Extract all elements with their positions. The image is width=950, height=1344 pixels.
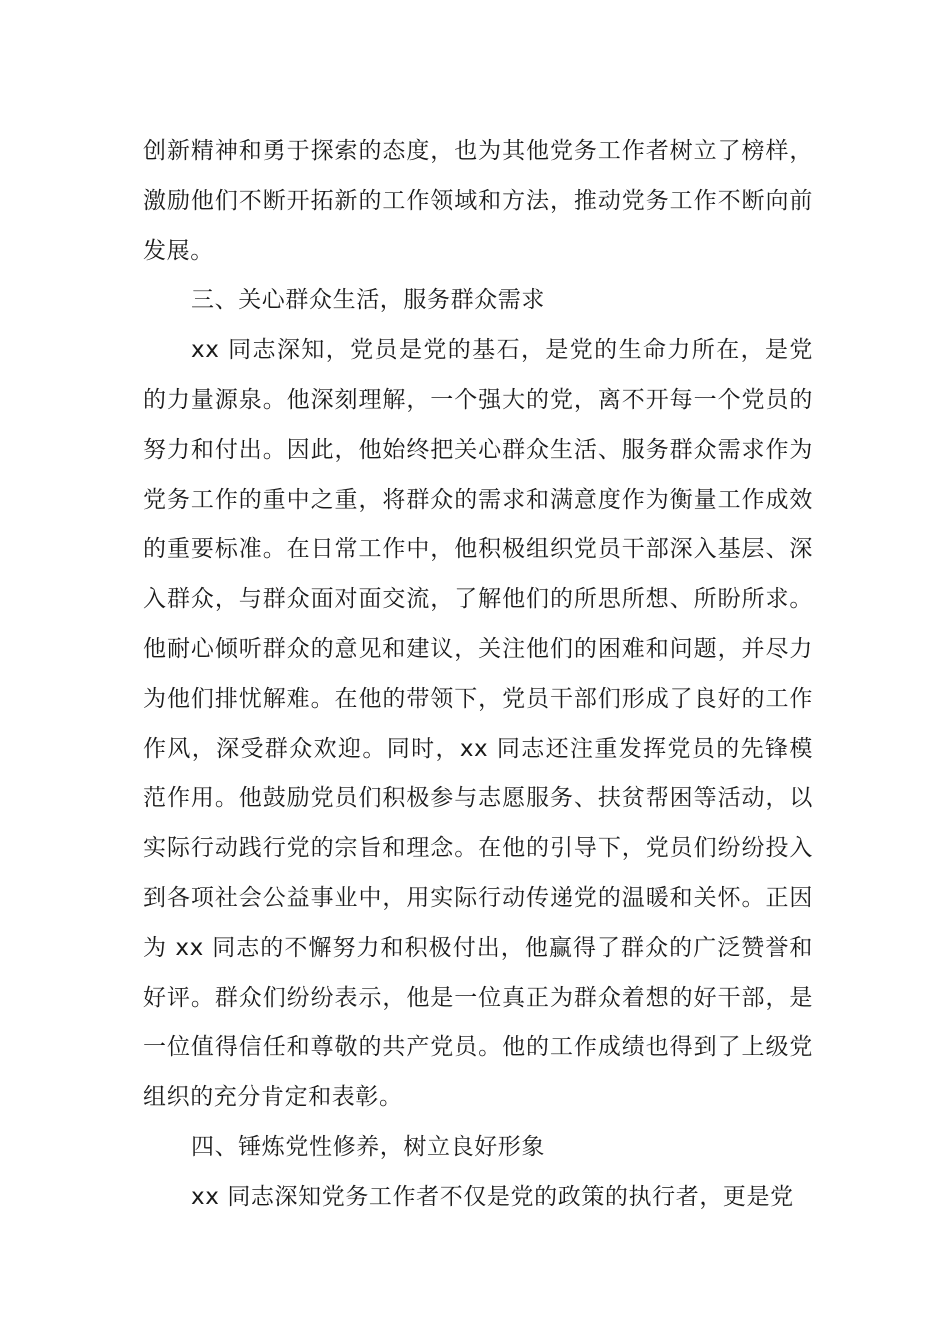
section-3-paragraph: xx 同志深知，党员是党的基石，是党的生命力所在，是党的力量源泉。他深刻理解，一个强大的党，离不开每一个党员的努力和付出。因此，他始终把关心群众生活、服务群众需求作为党务工作的重中之重，将群众的需求和满意度作为衡量工作成效的重要标准。在日常工作中，他积极组织党员干部深入基层、深入群众，与群众面对面交流，了解他们的所思所想、所盼所求。他耐心倾听群众的意见和建议，关注他们的困难和问题，并尽力为他们排忧解难。在他的带领下，党员干部们形成了良好的工作作风，深受群众欢迎。同时，xx 同志还注重发挥党员的先锋模范作用。他鼓励党员们积极参与志愿服务、扶贫帮困等活动，以实际行动践行党的宗旨和理念。在他的引导下，党员们纷纷投入到各项社会公益事业中，用实际行动传递党的温暖和关怀。正因为 xx 同志的不懈努力和积极付出，他赢得了群众的广泛赞誉和好评。群众们纷纷表示，他是一位真正为群众着想的好干部，是一位值得信任和尊敬的共产党员。他的工作成绩也得到了上级党组织的充分肯定和表彰。	[143, 337, 813, 1111]
document-body	[143, 127, 813, 1223]
paragraph-continuation: 创新精神和勇于探索的态度，也为其他党务工作者树立了榜样，激励他们不断开拓新的工作领域和方法，推动党务工作不断向前发展。	[143, 138, 813, 264]
section-4-paragraph: xx 同志深知党务工作者不仅是党的政策的执行者，更是党	[191, 1183, 794, 1210]
section-heading-3: 三、关心群众生活，服务群众需求	[191, 287, 545, 314]
section-heading-4: 四、锤炼党性修养，树立良好形象	[191, 1133, 545, 1160]
